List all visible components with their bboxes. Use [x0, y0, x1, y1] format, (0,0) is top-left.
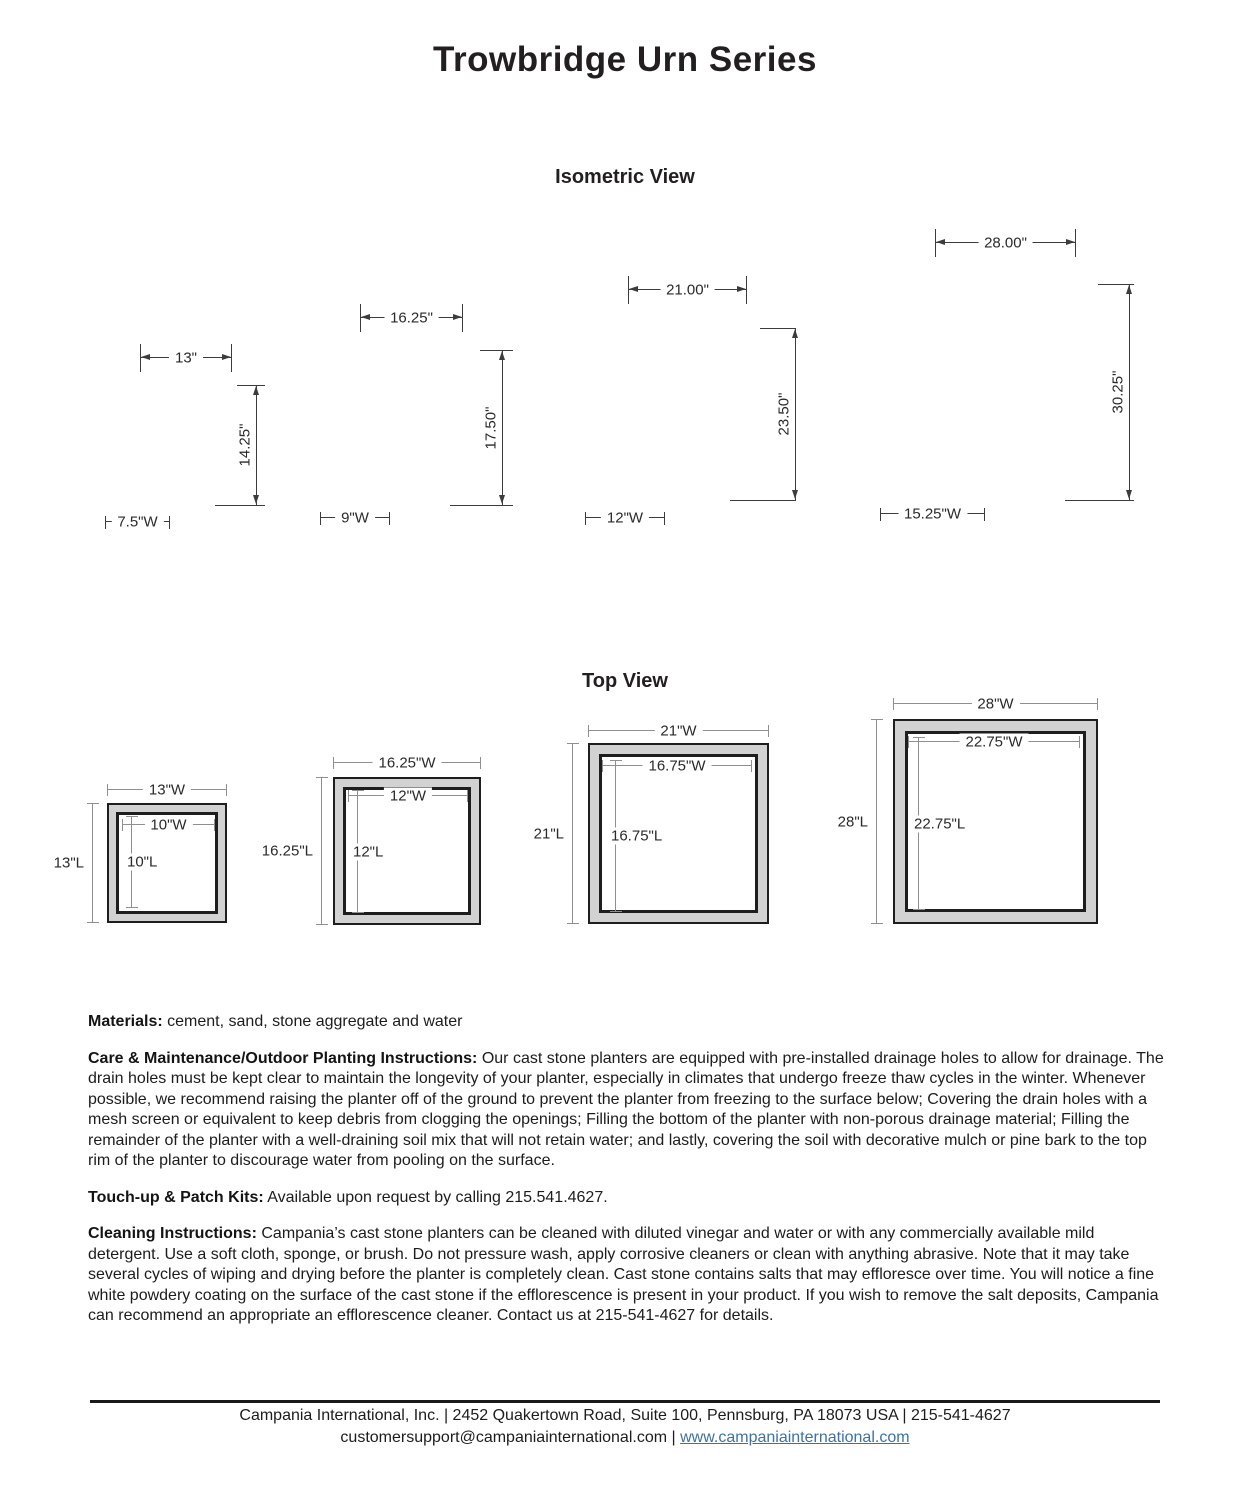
extension-line: [760, 328, 796, 329]
iso-figure-urn-small: [75, 350, 285, 540]
dim-label-height: 14.25": [236, 423, 254, 467]
care-maintenance-paragraph: [88, 1049, 1166, 1172]
footer-company-line: Campania International, Inc. | 2452 Quakertown Road, Suite 100, Pennsburg, PA 18073 USA | 215-541-4627: [239, 1407, 1011, 1424]
footer-website-link[interactable]: www.campaniainternational.com: [680, 1429, 910, 1446]
urn-line-drawing: [75, 373, 237, 523]
dim-label-outer-width: 28"W: [971, 696, 1019, 713]
dim-label-base-width: 15.25"W: [898, 506, 967, 523]
dim-label-top-width: 16.25": [384, 310, 439, 327]
dim-label-inner-width: 22.75"W: [959, 734, 1028, 751]
materials-label: Materials:: [88, 1013, 163, 1030]
care-label: Care & Maintenance/Outdoor Planting Instructions:: [88, 1049, 478, 1067]
dim-label-height: 23.50": [775, 392, 793, 436]
extension-line: [1065, 500, 1134, 501]
dim-label-outer-width: 13"W: [143, 782, 191, 799]
top-view-figure-xlarge: [837, 695, 1110, 940]
cleaning-label: Cleaning Instructions:: [88, 1225, 257, 1242]
dim-label-height: 30.25": [1109, 370, 1127, 414]
dim-label-outer-length: 28"L: [837, 813, 868, 830]
page-title: Trowbridge Urn Series: [433, 40, 817, 79]
dim-label-inner-length: 10"L: [124, 854, 160, 871]
urn-line-drawing: [280, 345, 480, 513]
top-view-heading: Top View: [582, 670, 668, 692]
dim-label-outer-width: 16.25"W: [372, 755, 441, 772]
top-view-figure-large: [533, 720, 785, 935]
dim-label-top-width: 28.00": [978, 235, 1033, 252]
dim-label-inner-width: 10"W: [144, 817, 192, 834]
dim-label-outer-length: 21"L: [533, 825, 564, 842]
cleaning-text: Campania’s cast stone planters can be cleaned with diluted vinegar and water or with any commercially available mild detergent. Use a soft cloth, sponge, or brush. Do not pressure wash, apply corrosive cleaners or clean with anything abrasive. Note that it may take several cycles of wiping and drying before the planter is completely clean. Cast stone contains salts that may effloresce over time. You will notice a fine white powdery coating on the surface of the cast stone if the efflorescence is present in your product. If you wish to remove the salt deposits, Campania can recommend an appropriate an efflorescence cleaner. Contact us at 215-541-4627 for details.: [88, 1225, 1159, 1324]
footer-email: customersupport@campaniainternational.com: [340, 1429, 668, 1446]
dim-label-inner-width: 12"W: [384, 788, 432, 805]
footer-separator: |: [671, 1429, 676, 1446]
extension-line: [237, 385, 265, 386]
extension-line: [450, 505, 513, 506]
extension-line: [215, 505, 265, 506]
dim-label-base-width: 12"W: [601, 510, 649, 527]
dim-label-base-width: 7.5"W: [111, 514, 163, 531]
dim-label-outer-length: 13"L: [53, 854, 84, 872]
care-text: Our cast stone planters are equipped with pre-installed drainage holes to allow for drainage. The drain holes must be kept clear to maintain the longevity of your planter, especially in climates that undergo freeze thaw cycles in the winter. Whenever possible, we recommend raising the planter off of the ground to prevent the planter from freezing to the surface below; Covering the drain holes with a mesh screen or equivalent to keep debris from clogging the openings; Filling the bottom of the planter with non-porous drainage material; Filling the remainder of the planter with a well-draining soil mix that will not retain water; and lastly, covering the soil with decorative mulch or pine bark to the top rim of the planter to discourage water from pooling on the surface.: [88, 1049, 1164, 1169]
materials-paragraph: [88, 1012, 1166, 1033]
extension-line: [480, 350, 513, 351]
iso-figure-urn-large: [535, 283, 820, 533]
top-view-figure-medium: [261, 753, 495, 938]
touchup-paragraph: [88, 1188, 1166, 1209]
iso-figure-urn-medium: [280, 310, 525, 530]
materials-text: cement, sand, stone aggregate and water: [167, 1013, 463, 1030]
dim-label-top-width: 13": [169, 350, 203, 367]
isometric-view-heading: Isometric View: [555, 166, 695, 188]
extension-line: [730, 500, 796, 501]
urn-line-drawing: [820, 271, 1098, 509]
footer-contact-line: [0, 1429, 1250, 1447]
dim-label-height: 17.50": [482, 406, 500, 449]
cleaning-paragraph: [88, 1224, 1166, 1327]
urn-line-drawing: [535, 320, 760, 505]
dim-label-base-width: 9"W: [335, 510, 375, 527]
touchup-text: Available upon request by calling 215.541.4627.: [267, 1188, 608, 1206]
dim-label-inner-length: 12"L: [350, 843, 386, 860]
dim-label-outer-width: 21"W: [654, 723, 702, 740]
instructions-text-block: [88, 1012, 1166, 1343]
footer-divider: [90, 1400, 1160, 1403]
iso-figure-urn-xlarge: [820, 236, 1160, 531]
dim-label-outer-length: 16.25"L: [261, 842, 313, 860]
top-view-figure-small: [53, 780, 240, 935]
dim-label-inner-length: 16.75"L: [608, 828, 665, 845]
dim-label-top-width: 21.00": [660, 282, 715, 299]
dim-label-inner-length: 22.75"L: [911, 815, 968, 832]
touchup-label: Touch-up & Patch Kits:: [88, 1188, 264, 1206]
dim-label-inner-width: 16.75"W: [642, 758, 711, 775]
